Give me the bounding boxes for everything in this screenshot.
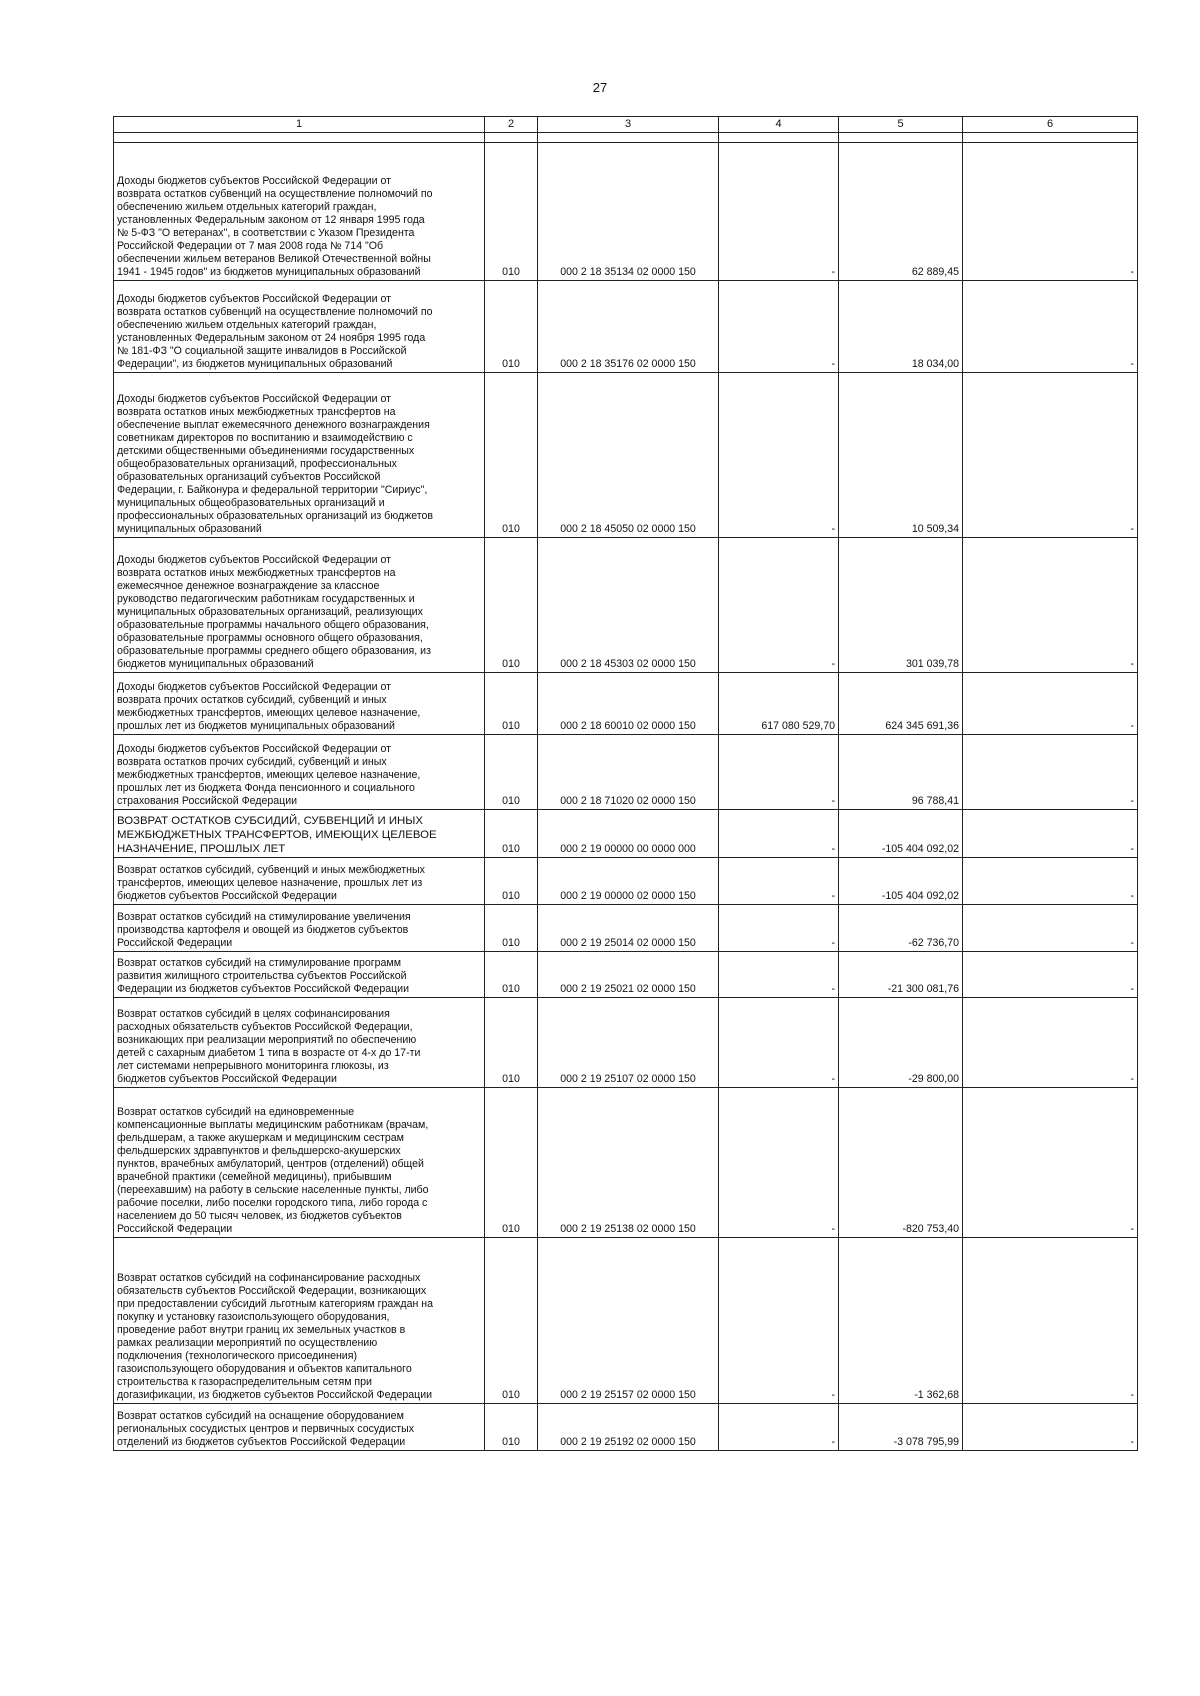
row-col-5-value: -3 078 795,99 [839, 1404, 963, 1451]
row-budget-code: 000 2 18 35134 02 0000 150 [538, 143, 719, 281]
row-col-4-value: - [719, 373, 839, 538]
row-col-4-value: - [719, 998, 839, 1088]
row-col-5-value: -105 404 092,02 [839, 858, 963, 905]
row-budget-code: 000 2 19 25138 02 0000 150 [538, 1088, 719, 1238]
row-col-4-value: - [719, 143, 839, 281]
row-line-code: 010 [485, 998, 538, 1088]
row-col-5-value: 624 345 691,36 [839, 673, 963, 735]
row-col-4-value: - [719, 1238, 839, 1404]
header-col-1: 1 [114, 117, 485, 133]
row-col-6-value: - [963, 735, 1138, 810]
row-description: Возврат остатков субсидий на софинансирование расходных обязательств субъектов Российской Федерации, возникающих при предоставлении субсидий льготным категориям граждан на покупку и установку газоиспользующего оборудования, проведение работ внутри границ их земельных участков в рамках реализации мероприятий по осуществлению подключения (технологического присоединения) газоиспользующего оборудования и объектов капитального строительства к газораспределительным сетям при догазификации, из бюджетов субъектов Российской Федерации [114, 1238, 485, 1404]
header-spacer-row [114, 133, 1138, 143]
row-line-code: 010 [485, 673, 538, 735]
row-description: Доходы бюджетов субъектов Российской Федерации от возврата остатков субвенций на осуществление полномочий по обеспечению жильем отдельных категорий граждан, установленных Федеральным законом от 24 ноября 1995 года № 181-ФЗ "О социальной защите инвалидов в Российской Федерации", из бюджетов муниципальных образований [114, 281, 485, 373]
row-col-6-value: - [963, 281, 1138, 373]
row-budget-code: 000 2 19 25107 02 0000 150 [538, 998, 719, 1088]
row-budget-code: 000 2 19 00000 02 0000 150 [538, 858, 719, 905]
row-description: Доходы бюджетов субъектов Российской Федерации от возврата остатков иных межбюджетных трансфертов на ежемесячное денежное вознаграждение за классное руководство педагогическим работникам государственных и муниципальных образовательных организаций, реализующих образовательные программы начального общего образования, образовательные программы основного общего образования, образовательные программы среднего общего образования, из бюджетов муниципальных образований [114, 538, 485, 673]
row-description: Доходы бюджетов субъектов Российской Федерации от возврата остатков прочих субсидий, субвенций и иных межбюджетных трансфертов, имеющих целевое назначение, прошлых лет из бюджета Фонда пенсионного и социального страхования Российской Федерации [114, 735, 485, 810]
row-col-4-value: - [719, 538, 839, 673]
row-col-5-value: 18 034,00 [839, 281, 963, 373]
table-row [114, 905, 1138, 952]
row-line-code: 010 [485, 952, 538, 998]
row-line-code: 010 [485, 143, 538, 281]
header-col-5: 5 [839, 117, 963, 133]
row-col-6-value: - [963, 1088, 1138, 1238]
row-col-5-value: 96 788,41 [839, 735, 963, 810]
row-line-code: 010 [485, 810, 538, 858]
budget-report-table [113, 116, 1138, 1451]
table-row [114, 1238, 1138, 1404]
header-col-6: 6 [963, 117, 1138, 133]
table-row [114, 735, 1138, 810]
row-budget-code: 000 2 18 45050 02 0000 150 [538, 373, 719, 538]
table-row [114, 810, 1138, 858]
row-col-4-value: - [719, 858, 839, 905]
row-budget-code: 000 2 19 25157 02 0000 150 [538, 1238, 719, 1404]
row-line-code: 010 [485, 1404, 538, 1451]
row-col-5-value: -21 300 081,76 [839, 952, 963, 998]
row-line-code: 010 [485, 281, 538, 373]
row-col-5-value: -62 736,70 [839, 905, 963, 952]
table-body [114, 133, 1138, 1451]
header-col-4: 4 [719, 117, 839, 133]
row-col-4-value: - [719, 281, 839, 373]
row-budget-code: 000 2 18 60010 02 0000 150 [538, 673, 719, 735]
row-description: Доходы бюджетов субъектов Российской Федерации от возврата остатков субвенций на осуществление полномочий по обеспечению жильем отдельных категорий граждан, установленных Федеральным законом от 12 января 1995 года № 5-ФЗ "О ветеранах", в соответствии с Указом Президента Российской Федерации от 7 мая 2008 года № 714 "Об обеспечении жильем ветеранов Великой Отечественной войны 1941 - 1945 годов" из бюджетов муниципальных образований [114, 143, 485, 281]
row-col-4-value: 617 080 529,70 [719, 673, 839, 735]
header-col-3: 3 [538, 117, 719, 133]
row-col-5-value: 10 509,34 [839, 373, 963, 538]
page-number: 27 [592, 80, 608, 95]
row-col-6-value: - [963, 143, 1138, 281]
row-description: Возврат остатков субсидий на стимулирование программ развития жилищного строительства субъектов Российской Федерации из бюджетов субъектов Российской Федерации [114, 952, 485, 998]
table-row [114, 281, 1138, 373]
table-row [114, 538, 1138, 673]
row-col-6-value: - [963, 538, 1138, 673]
row-col-5-value: -820 753,40 [839, 1088, 963, 1238]
row-col-6-value: - [963, 952, 1138, 998]
row-col-6-value: - [963, 810, 1138, 858]
row-description: Доходы бюджетов субъектов Российской Федерации от возврата остатков иных межбюджетных трансфертов на обеспечение выплат ежемесячного денежного вознаграждения советникам директоров по воспитанию и взаимодействию с детскими общественными объединениями государственных общеобразовательных организаций, профессиональных образовательных организаций субъектов Российской Федерации, г. Байконура и федеральной территории "Сириус", муниципальных общеобразовательных организаций и профессиональных образовательных организаций из бюджетов муниципальных образований [114, 373, 485, 538]
row-col-6-value: - [963, 905, 1138, 952]
table-row [114, 858, 1138, 905]
row-budget-code: 000 2 19 25192 02 0000 150 [538, 1404, 719, 1451]
row-budget-code: 000 2 18 71020 02 0000 150 [538, 735, 719, 810]
row-col-4-value: - [719, 952, 839, 998]
row-description: Возврат остатков субсидий в целях софинансирования расходных обязательств субъектов Российской Федерации, возникающих при реализации мероприятий по обеспечению детей с сахарным диабетом 1 типа в возрасте от 4-х до 17-ти лет системами непрерывного мониторинга глюкозы, из бюджетов субъектов Российской Федерации [114, 998, 485, 1088]
row-line-code: 010 [485, 735, 538, 810]
row-line-code: 010 [485, 858, 538, 905]
row-col-6-value: - [963, 858, 1138, 905]
row-description: Возврат остатков субсидий, субвенций и иных межбюджетных трансфертов, имеющих целевое назначение, прошлых лет из бюджетов субъектов Российской Федерации [114, 858, 485, 905]
row-line-code: 010 [485, 905, 538, 952]
row-description: Доходы бюджетов субъектов Российской Федерации от возврата прочих остатков субсидий, субвенций и иных межбюджетных трансфертов, имеющих целевое назначение, прошлых лет из бюджетов муниципальных образований [114, 673, 485, 735]
row-line-code: 010 [485, 1238, 538, 1404]
row-col-4-value: - [719, 1088, 839, 1238]
row-col-4-value: - [719, 810, 839, 858]
row-budget-code: 000 2 19 00000 00 0000 000 [538, 810, 719, 858]
row-budget-code: 000 2 18 45303 02 0000 150 [538, 538, 719, 673]
row-col-6-value: - [963, 673, 1138, 735]
row-col-6-value: - [963, 998, 1138, 1088]
row-col-5-value: -105 404 092,02 [839, 810, 963, 858]
table-row [114, 1404, 1138, 1451]
header-col-2: 2 [485, 117, 538, 133]
row-budget-code: 000 2 19 25014 02 0000 150 [538, 905, 719, 952]
row-col-4-value: - [719, 905, 839, 952]
table-row [114, 373, 1138, 538]
row-col-6-value: - [963, 1404, 1138, 1451]
row-description: Возврат остатков субсидий на единовременные компенсационные выплаты медицинским работникам (врачам, фельдшерам, а также акушеркам и медицинским сестрам фельдшерских здравпунктов и фельдшерско-акушерских пунктов, врачебных амбулаторий, центров (отделений) общей врачебной практики (семейной медицины), прибывшим (переехавшим) на работу в сельские населенные пункты, либо рабочие поселки, либо поселки городского типа, либо города с населением до 50 тысяч человек, из бюджетов субъектов Российской Федерации [114, 1088, 485, 1238]
row-col-5-value: 62 889,45 [839, 143, 963, 281]
row-description: Возврат остатков субсидий на оснащение оборудованием региональных сосудистых центров и первичных сосудистых отделений из бюджетов субъектов Российской Федерации [114, 1404, 485, 1451]
table-row [114, 143, 1138, 281]
table-row [114, 1088, 1138, 1238]
row-budget-code: 000 2 19 25021 02 0000 150 [538, 952, 719, 998]
row-col-4-value: - [719, 1404, 839, 1451]
row-budget-code: 000 2 18 35176 02 0000 150 [538, 281, 719, 373]
row-col-6-value: - [963, 373, 1138, 538]
table-header-row [114, 117, 1138, 133]
row-col-4-value: - [719, 735, 839, 810]
row-line-code: 010 [485, 1088, 538, 1238]
row-col-5-value: -1 362,68 [839, 1238, 963, 1404]
table-row [114, 952, 1138, 998]
row-col-6-value: - [963, 1238, 1138, 1404]
row-col-5-value: -29 800,00 [839, 998, 963, 1088]
row-description: ВОЗВРАТ ОСТАТКОВ СУБСИДИЙ, СУБВЕНЦИЙ И ИНЫХ МЕЖБЮДЖЕТНЫХ ТРАНСФЕРТОВ, ИМЕЮЩИХ ЦЕЛЕВОЕ НАЗНАЧЕНИЕ, ПРОШЛЫХ ЛЕТ [114, 810, 485, 858]
table-row [114, 998, 1138, 1088]
row-description: Возврат остатков субсидий на стимулирование увеличения производства картофеля и овощей из бюджетов субъектов Российской Федерации [114, 905, 485, 952]
row-line-code: 010 [485, 373, 538, 538]
row-line-code: 010 [485, 538, 538, 673]
row-col-5-value: 301 039,78 [839, 538, 963, 673]
table-row [114, 673, 1138, 735]
